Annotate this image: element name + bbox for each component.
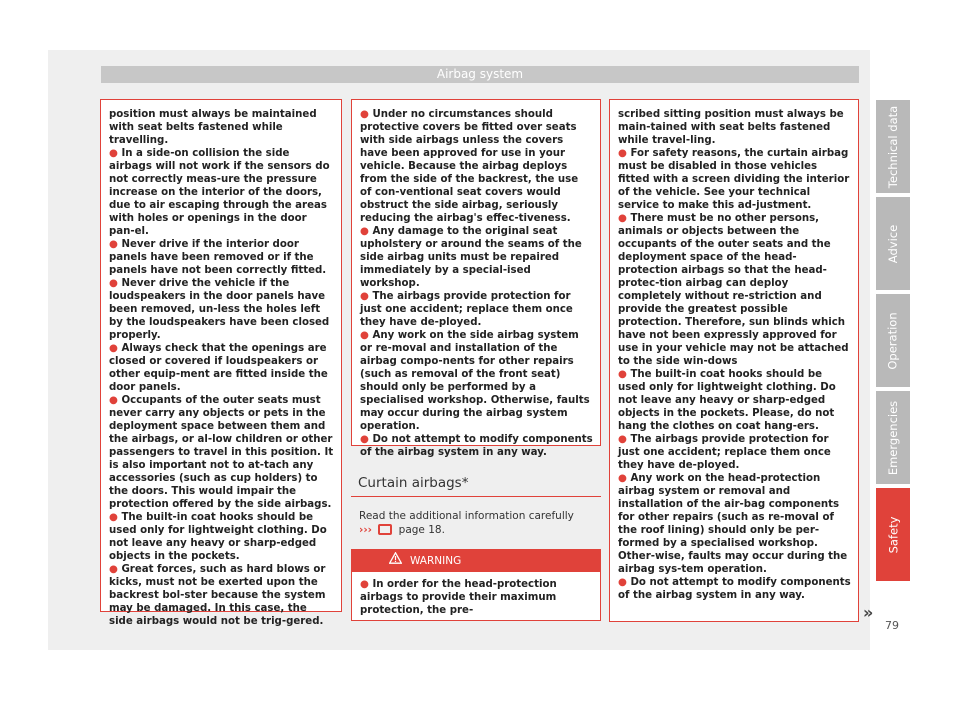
bullet-marker: ● (618, 473, 627, 484)
bullet-text: Never drive if the interior door panels have been removed or if the panels have not been correctly fitted. (109, 239, 327, 276)
col3-intro: scribed sitting position must always be main-tained with seat belts fastened while travel-ling. (618, 109, 844, 146)
bullet-item (109, 277, 334, 342)
warning-continuation-box-left (100, 99, 342, 627)
sidebar-tab-label: Operation (886, 311, 901, 370)
bullet-item (618, 472, 851, 576)
bullet-text: Occupants of the outer seats must never carry any objects or pets in the deployment space between them and the airbags, or al-low children or other passengers to travel in this position. It is also important not to at-tach any accessories (such as cup holders) to the doors. This would impair the protection offered by the side airbags. (109, 395, 334, 510)
sidebar-tab-label: Safety (886, 516, 901, 553)
bullet-text: Any work on the head-protection airbag system or removal and installation of the air-bag components for other repairs (such as re-moval of the roof lining) should only be per-formed by a specialised workshop. Other-wise, faults may occur during the airbag sys-tem operation. (618, 473, 848, 575)
page-reference-link[interactable]: page 18. (398, 524, 445, 536)
bullet-marker: ● (618, 369, 627, 380)
bullet-item (109, 394, 334, 511)
sidebar-tab-emergencies[interactable] (876, 391, 910, 484)
bullet-text: Any damage to the original seat upholstery or around the seams of the side airbag units must be repaired immediately by a special-ised workshop. (360, 226, 582, 289)
continue-marker: » (863, 603, 874, 622)
sidebar-tab-safety[interactable] (876, 488, 910, 581)
sidebar-tab-advice[interactable] (876, 197, 910, 290)
section-divider (351, 496, 601, 497)
sidebar-tab-label: Technical data (886, 105, 900, 188)
intro-sentence: Read the additional information carefully (359, 510, 574, 522)
col1-bullet-list (109, 147, 334, 628)
book-icon (378, 524, 392, 535)
bullet-marker: ● (360, 330, 369, 341)
warning-triangle-icon (389, 550, 402, 572)
warning-continuation-box-middle (351, 99, 601, 458)
bullet-item (618, 368, 851, 433)
bullet-marker: ● (109, 512, 118, 523)
bullet-text: Under no circumstances should protective covers be fitted over seats with side airbags unless the covers have been approved for use in your vehicle. Because the airbag deploys from the side of the backrest, the use of con-ventional seat covers would obstruct the side airbag, seriously reducing the airbag's effec-tiveness. (360, 109, 579, 224)
bullet-marker: ● (109, 148, 118, 159)
bullet-text: The airbags provide protection for just one accident; replace them once they have de-ployed. (360, 291, 573, 328)
bullet-text: The built-in coat hooks should be used only for lightweight clothing. Do not leave any heavy or sharp-edged objects in the pockets. Please, do not hang the clothes on coat hang-ers. (618, 369, 836, 432)
page-header: Airbag system (101, 66, 859, 83)
col2-bullet-list (360, 108, 593, 459)
warning-label: WARNING (410, 555, 462, 567)
bullet-marker: ● (109, 343, 118, 354)
warning-body (360, 578, 594, 617)
bullet-item (618, 576, 851, 602)
warning-box (351, 549, 601, 621)
warning-text: In order for the head-protection airbags to provide their maximum protection, the pre- (360, 579, 557, 616)
bullet-marker: ● (360, 434, 369, 445)
bullet-item (360, 329, 593, 433)
bullet-text: The built-in coat hooks should be used only for lightweight clothing. Do not leave any heavy or sharp-edged objects in the pockets. (109, 512, 327, 562)
col3-bullet-list (618, 147, 851, 602)
intro-text (359, 509, 599, 537)
bullet-marker: ● (618, 577, 627, 588)
bullet-item (109, 511, 334, 563)
bullet-text: Great forces, such as hard blows or kicks, must not be exerted upon the backrest bol-ster because the system may be damaged. In this case, the side airbags would not be trig-gered. (109, 564, 326, 627)
warning-continuation-box-right (609, 99, 859, 622)
bullet-item (618, 212, 851, 368)
bullet-marker: ● (360, 109, 369, 120)
bullet-item (109, 563, 334, 628)
bullet-marker: ● (360, 579, 369, 590)
bullet-marker: ● (360, 291, 369, 302)
bullet-item (109, 147, 334, 238)
bullet-text: Do not attempt to modify components of the airbag system in any way. (618, 577, 851, 601)
sidebar-tab-operation[interactable] (876, 294, 910, 387)
reference-arrow: ››› (359, 524, 372, 536)
bullet-text: For safety reasons, the curtain airbag must be disabled in those vehicles fitted with a screen dividing the interior of the vehicle. See your technical service to make this ad-justment. (618, 148, 850, 211)
bullet-item (360, 433, 593, 459)
bullet-marker: ● (618, 148, 627, 159)
bullet-marker: ● (109, 239, 118, 250)
bullet-marker: ● (360, 226, 369, 237)
bullet-text: Do not attempt to modify components of the airbag system in any way. (360, 434, 593, 458)
bullet-text: Never drive the vehicle if the loudspeakers in the door panels have been removed, un-less the holes left by the loudspeakers have been closed properly. (109, 278, 330, 341)
bullet-item (109, 238, 334, 277)
sidebar-tab-technical-data[interactable] (876, 100, 910, 193)
page-number: 79 (885, 619, 899, 632)
col1-intro: position must always be maintained with seat belts fastened while travelling. (109, 109, 317, 146)
section-title: Curtain airbags* (358, 475, 469, 491)
bullet-text: Any work on the side airbag system or re-moval and installation of the airbag compo-nents for other repairs (such as removal of the front seat) should only be performed by a specialised workshop. Otherwise, faults may occur during the airbag system operation. (360, 330, 590, 432)
bullet-marker: ● (109, 564, 118, 575)
warning-header (352, 550, 600, 572)
sidebar-tab-label: Emergencies (886, 400, 901, 475)
bullet-item (360, 290, 593, 329)
bullet-text: In a side-on collision the side airbags will not work if the sensors do not correctly meas-ure the pressure increase on the interior of the doors, due to air escaping through the areas with holes or openings in the door pan-el. (109, 148, 330, 237)
bullet-item (360, 108, 593, 225)
bullet-text: The airbags provide protection for just one accident; replace them once they have de-ployed. (618, 434, 831, 471)
bullet-item (618, 147, 851, 212)
bullet-marker: ● (109, 395, 118, 406)
bullet-item (618, 433, 851, 472)
bullet-text: There must be no other persons, animals or objects between the occupants of the outer seats and the deployment space of the head-protection airbags so that the head-protec-tion airbag can deploy completely without re-striction and provide the greatest possible protection. Therefore, sun blinds which have not been expressly approved for use in your vehicle may not be attached to the side win-dows (618, 213, 849, 367)
bullet-item (109, 342, 334, 394)
sidebar-tab-label: Advice (886, 224, 900, 263)
bullet-item (360, 225, 593, 290)
bullet-marker: ● (109, 278, 118, 289)
bullet-text: Always check that the openings are closed or covered if loudspeakers or other equip-ment are fitted inside the door panels. (109, 343, 328, 393)
bullet-marker: ● (618, 434, 627, 445)
bullet-marker: ● (618, 213, 627, 224)
